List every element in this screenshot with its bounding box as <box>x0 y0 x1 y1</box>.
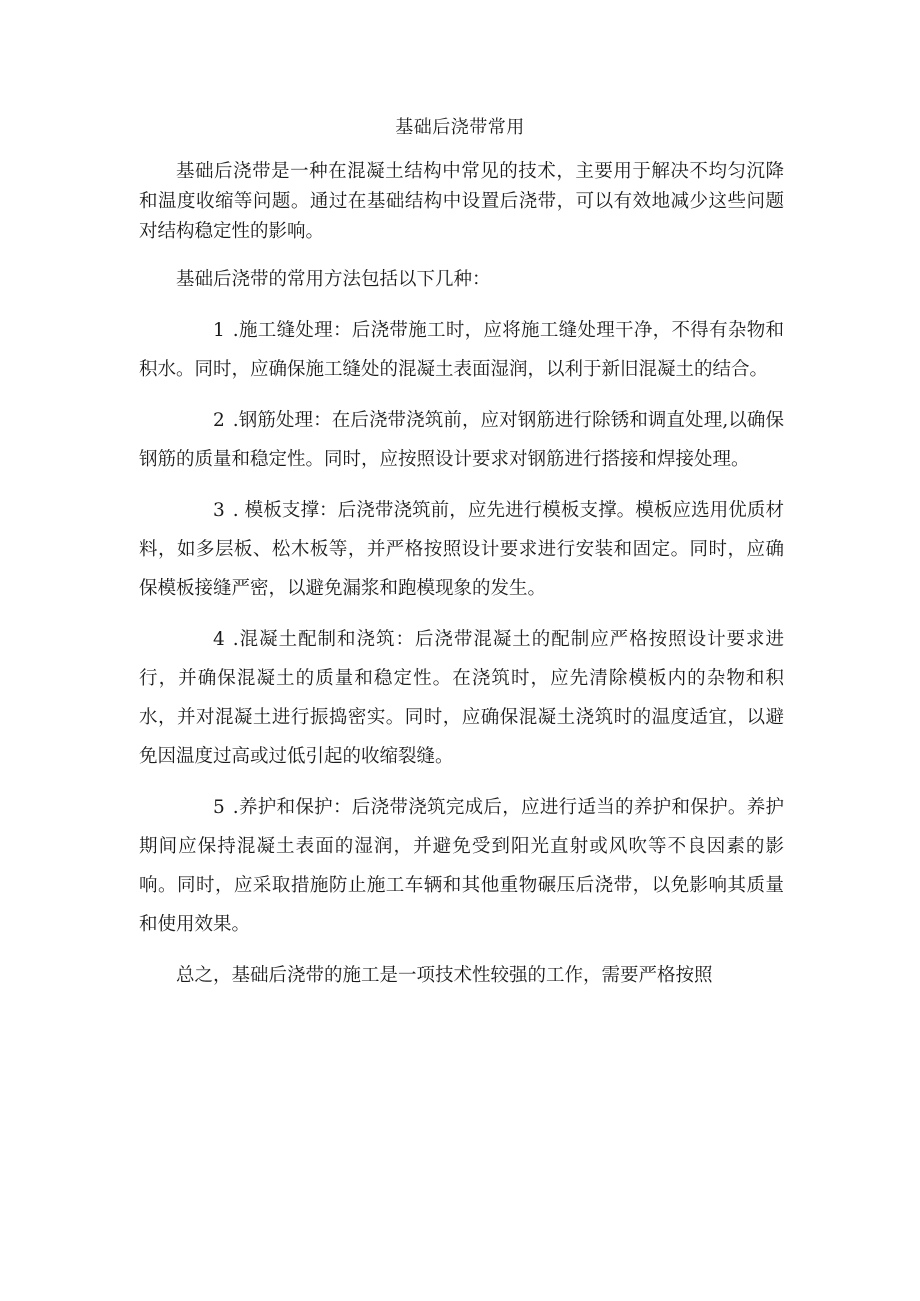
method-item-4 <box>139 620 784 776</box>
intro-paragraph: 基础后浇带是一种在混凝土结构中常见的技术，主要用于解决不均匀沉降和温度收缩等问题。通过在基础结构中设置后浇带，可以有效地减少这些问题对结构稳定性的影响。 <box>139 161 784 242</box>
item-number: 3 <box>213 500 225 521</box>
item-number: 5 <box>213 797 225 818</box>
item-number: 4 <box>213 629 225 650</box>
method-item-3 <box>139 491 784 608</box>
methods-lead-paragraph: 基础后浇带的常用方法包括以下几种： <box>176 269 491 290</box>
item-number: 1 <box>213 320 225 341</box>
item-text: .混凝土配制和浇筑：后浇带混凝土的配制应严格按照设计要求进行，并确保混凝土的质量和稳定性。在浇筑时，应先清除模板内的杂物和积水，并对混凝土进行振捣密实。同时，应确保混凝土浇筑时的温度适宜，以避免因温度过高或过低引起的收缩裂缝。 <box>139 629 784 767</box>
item-text: .钢筋处理：在后浇带浇筑前，应对钢筋进行除锈和调直处理,以确保钢筋的质量和稳定性。同时，应按照设计要求对钢筋进行搭接和焊接处理。 <box>139 410 784 470</box>
item-text: .养护和保护：后浇带浇筑完成后，应进行适当的养护和保护。养护期间应保持混凝土表面的湿润，并避免受到阳光直射或风吹等不良因素的影响。同时，应采取措施防止施工车辆和其他重物碾压后浇带，以免影响其质量和使用效果。 <box>139 797 784 935</box>
document-body <box>139 157 784 1007</box>
item-text: . 模板支撑：后浇带浇筑前，应先进行模板支撑。模板应选用优质材料，如多层板、松木板等，并严格按照设计要求进行安装和固定。同时，应确保模板接缝严密，以避免漏浆和跑模现象的发生。 <box>139 500 784 599</box>
document-title: 基础后浇带常用 <box>395 117 525 138</box>
item-text: .施工缝处理：后浇带施工时，应将施工缝处理干净，不得有杂物和积水。同时，应确保施工缝处的混凝土表面湿润，以利于新旧混凝土的结合。 <box>139 320 784 380</box>
method-item-5 <box>139 788 784 944</box>
item-number: 2 <box>213 410 225 431</box>
method-item-1 <box>139 311 784 389</box>
method-item-2 <box>139 401 784 479</box>
conclusion-paragraph: 总之，基础后浇带的施工是一项技术性较强的工作，需要严格按照 <box>176 965 713 986</box>
